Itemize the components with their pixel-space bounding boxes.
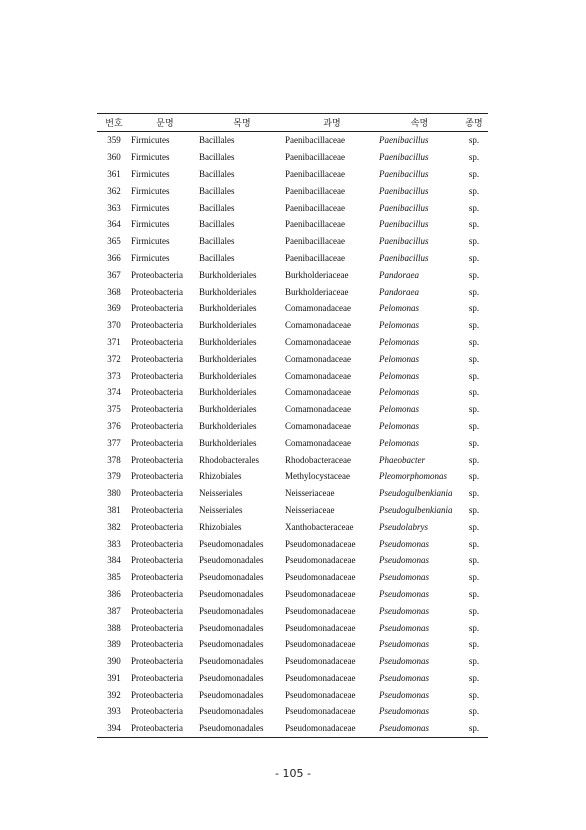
cell-family: Neisseriaceae xyxy=(285,504,335,515)
table-row xyxy=(97,535,488,552)
cell-order: Bacillales xyxy=(199,185,235,196)
cell-family: Comamonadaceae xyxy=(285,437,351,448)
cell-family: Pseudomonadaceae xyxy=(285,672,356,683)
header-genus: 속명 xyxy=(410,119,429,129)
cell-family: Paenibacillaceae xyxy=(285,152,345,163)
cell-order: Pseudomonadales xyxy=(199,555,264,566)
cell-phylum: Proteobacteria xyxy=(131,555,183,566)
cell-order: Rhodobacterales xyxy=(199,454,259,465)
table-row xyxy=(97,552,488,569)
table-row xyxy=(97,350,488,367)
cell-species: sp. xyxy=(468,152,480,163)
cell-phylum: Firmicutes xyxy=(131,135,170,146)
cell-phylum: Proteobacteria xyxy=(131,605,183,616)
table-row xyxy=(97,451,488,468)
cell-genus: Pseudogulbenkiania xyxy=(379,504,453,515)
cell-order: Burkholderiales xyxy=(199,420,257,431)
cell-number: 383 xyxy=(107,538,121,549)
cell-genus: Paenibacillus xyxy=(379,219,429,230)
cell-genus: Paenibacillus xyxy=(379,168,429,179)
cell-phylum: Proteobacteria xyxy=(131,303,183,314)
cell-phylum: Proteobacteria xyxy=(131,706,183,717)
cell-order: Pseudomonadales xyxy=(199,622,264,633)
table-row xyxy=(97,602,488,619)
cell-order: Bacillales xyxy=(199,152,235,163)
cell-phylum: Proteobacteria xyxy=(131,689,183,700)
cell-phylum: Proteobacteria xyxy=(131,336,183,347)
cell-genus: Paenibacillus xyxy=(379,236,429,247)
cell-number: 376 xyxy=(107,420,121,431)
cell-phylum: Proteobacteria xyxy=(131,404,183,415)
table-row xyxy=(97,418,488,435)
cell-genus: Pelomonas xyxy=(379,437,419,448)
cell-genus: Pelomonas xyxy=(379,404,419,415)
table-row xyxy=(97,182,488,199)
cell-number: 371 xyxy=(107,336,121,347)
cell-genus: Pelomonas xyxy=(379,303,419,314)
cell-species: sp. xyxy=(468,420,480,431)
cell-genus: Pseudomonas xyxy=(379,605,429,616)
cell-phylum: Firmicutes xyxy=(131,152,170,163)
cell-genus: Pseudomonas xyxy=(379,622,429,633)
cell-family: Xanthobacteraceae xyxy=(285,521,354,532)
cell-order: Pseudomonadales xyxy=(199,588,264,599)
taxonomy-table xyxy=(97,113,488,738)
page-number: - 105 - xyxy=(275,767,311,780)
cell-species: sp. xyxy=(468,622,480,633)
table-row xyxy=(97,468,488,485)
cell-family: Pseudomonadaceae xyxy=(285,689,356,700)
cell-order: Bacillales xyxy=(199,236,235,247)
cell-genus: Pseudomonas xyxy=(379,588,429,599)
cell-family: Pseudomonadaceae xyxy=(285,572,356,583)
cell-order: Burkholderiales xyxy=(199,286,257,297)
cell-genus: Pseudomonas xyxy=(379,538,429,549)
cell-genus: Paenibacillus xyxy=(379,185,429,196)
table-row xyxy=(97,670,488,687)
cell-number: 373 xyxy=(107,370,121,381)
table-row xyxy=(97,586,488,603)
cell-order: Bacillales xyxy=(199,252,235,263)
cell-family: Burkholderiaceae xyxy=(285,269,349,280)
cell-species: sp. xyxy=(468,639,480,650)
cell-order: Neisseriales xyxy=(199,488,243,499)
cell-species: sp. xyxy=(468,353,480,364)
table-row xyxy=(97,485,488,502)
cell-number: 361 xyxy=(107,168,121,179)
cell-species: sp. xyxy=(468,236,480,247)
cell-order: Pseudomonadales xyxy=(199,639,264,650)
cell-species: sp. xyxy=(468,437,480,448)
cell-species: sp. xyxy=(468,723,480,734)
cell-phylum: Proteobacteria xyxy=(131,672,183,683)
table-row xyxy=(97,703,488,720)
table-body xyxy=(97,132,488,737)
cell-number: 372 xyxy=(107,353,121,364)
cell-family: Pseudomonadaceae xyxy=(285,555,356,566)
cell-species: sp. xyxy=(468,303,480,314)
cell-genus: Paenibacillus xyxy=(379,152,429,163)
cell-species: sp. xyxy=(468,404,480,415)
table-row xyxy=(97,266,488,283)
table-row xyxy=(97,132,488,149)
cell-family: Pseudomonadaceae xyxy=(285,538,356,549)
cell-species: sp. xyxy=(468,269,480,280)
cell-family: Burkholderiaceae xyxy=(285,286,349,297)
table-row xyxy=(97,518,488,535)
table-row xyxy=(97,720,488,737)
cell-family: Rhodobacteraceae xyxy=(285,454,351,465)
cell-order: Burkholderiales xyxy=(199,437,257,448)
cell-number: 394 xyxy=(107,723,121,734)
cell-number: 388 xyxy=(107,622,121,633)
cell-phylum: Proteobacteria xyxy=(131,723,183,734)
cell-phylum: Firmicutes xyxy=(131,185,170,196)
cell-number: 389 xyxy=(107,639,121,650)
table-row xyxy=(97,401,488,418)
cell-family: Comamonadaceae xyxy=(285,404,351,415)
cell-number: 392 xyxy=(107,689,121,700)
cell-species: sp. xyxy=(468,135,480,146)
cell-family: Comamonadaceae xyxy=(285,387,351,398)
cell-species: sp. xyxy=(468,454,480,465)
cell-number: 375 xyxy=(107,404,121,415)
cell-number: 386 xyxy=(107,588,121,599)
cell-family: Paenibacillaceae xyxy=(285,219,345,230)
cell-genus: Pleomorphomonas xyxy=(379,471,447,482)
cell-species: sp. xyxy=(468,185,480,196)
cell-family: Pseudomonadaceae xyxy=(285,622,356,633)
cell-species: sp. xyxy=(468,689,480,700)
table-row xyxy=(97,166,488,183)
cell-family: Comamonadaceae xyxy=(285,336,351,347)
table-row xyxy=(97,149,488,166)
cell-genus: Pseudomonas xyxy=(379,706,429,717)
cell-order: Rhizobiales xyxy=(199,471,242,482)
cell-number: 359 xyxy=(107,135,121,146)
header-order: 목명 xyxy=(233,119,251,129)
cell-species: sp. xyxy=(468,471,480,482)
cell-phylum: Firmicutes xyxy=(131,236,170,247)
cell-phylum: Firmicutes xyxy=(131,168,170,179)
cell-phylum: Proteobacteria xyxy=(131,286,183,297)
cell-number: 390 xyxy=(107,656,121,667)
table-row xyxy=(97,199,488,216)
cell-number: 365 xyxy=(107,236,121,247)
cell-order: Burkholderiales xyxy=(199,353,257,364)
cell-phylum: Proteobacteria xyxy=(131,269,183,280)
cell-number: 362 xyxy=(107,185,121,196)
cell-genus: Pelomonas xyxy=(379,336,419,347)
table-row xyxy=(97,653,488,670)
cell-family: Pseudomonadaceae xyxy=(285,588,356,599)
cell-genus: Pelomonas xyxy=(379,387,419,398)
cell-family: Pseudomonadaceae xyxy=(285,639,356,650)
cell-order: Bacillales xyxy=(199,168,235,179)
cell-number: 369 xyxy=(107,303,121,314)
cell-genus: Pseudomonas xyxy=(379,572,429,583)
cell-genus: Paenibacillus xyxy=(379,202,429,213)
cell-species: sp. xyxy=(468,656,480,667)
cell-order: Pseudomonadales xyxy=(199,572,264,583)
cell-species: sp. xyxy=(468,488,480,499)
cell-phylum: Proteobacteria xyxy=(131,387,183,398)
table-row xyxy=(97,233,488,250)
cell-phylum: Proteobacteria xyxy=(131,622,183,633)
cell-species: sp. xyxy=(468,286,480,297)
cell-order: Bacillales xyxy=(199,202,235,213)
cell-genus: Pseudomonas xyxy=(379,689,429,700)
header-number: 번호 xyxy=(105,119,123,129)
cell-genus: Pelomonas xyxy=(379,320,419,331)
cell-species: sp. xyxy=(468,370,480,381)
cell-number: 364 xyxy=(107,219,121,230)
cell-order: Burkholderiales xyxy=(199,303,257,314)
cell-order: Neisseriales xyxy=(199,504,243,515)
cell-order: Pseudomonadales xyxy=(199,689,264,700)
cell-number: 379 xyxy=(107,471,121,482)
table-row xyxy=(97,250,488,267)
cell-phylum: Firmicutes xyxy=(131,219,170,230)
cell-number: 370 xyxy=(107,320,121,331)
cell-number: 381 xyxy=(107,504,121,515)
cell-number: 378 xyxy=(107,454,121,465)
cell-number: 391 xyxy=(107,672,121,683)
cell-number: 377 xyxy=(107,437,121,448)
table-header xyxy=(97,113,488,132)
cell-phylum: Proteobacteria xyxy=(131,504,183,515)
cell-family: Neisseriaceae xyxy=(285,488,335,499)
cell-species: sp. xyxy=(468,572,480,583)
cell-genus: Paenibacillus xyxy=(379,135,429,146)
table-row xyxy=(97,300,488,317)
cell-phylum: Proteobacteria xyxy=(131,320,183,331)
cell-number: 374 xyxy=(107,387,121,398)
cell-order: Pseudomonadales xyxy=(199,605,264,616)
cell-genus: Pseudomonas xyxy=(379,723,429,734)
cell-genus: Pelomonas xyxy=(379,370,419,381)
cell-genus: Pseudomonas xyxy=(379,639,429,650)
cell-number: 385 xyxy=(107,572,121,583)
cell-phylum: Proteobacteria xyxy=(131,353,183,364)
table-row xyxy=(97,686,488,703)
cell-species: sp. xyxy=(468,252,480,263)
cell-family: Comamonadaceae xyxy=(285,320,351,331)
cell-order: Bacillales xyxy=(199,219,235,230)
cell-phylum: Proteobacteria xyxy=(131,572,183,583)
cell-phylum: Proteobacteria xyxy=(131,639,183,650)
cell-order: Burkholderiales xyxy=(199,404,257,415)
cell-number: 360 xyxy=(107,152,121,163)
cell-genus: Pandoraea xyxy=(379,286,419,297)
table-row xyxy=(97,384,488,401)
cell-phylum: Proteobacteria xyxy=(131,370,183,381)
cell-family: Paenibacillaceae xyxy=(285,236,345,247)
cell-genus: Pelomonas xyxy=(379,353,419,364)
cell-phylum: Proteobacteria xyxy=(131,488,183,499)
cell-species: sp. xyxy=(468,202,480,213)
cell-species: sp. xyxy=(468,387,480,398)
cell-order: Pseudomonadales xyxy=(199,723,264,734)
cell-family: Comamonadaceae xyxy=(285,353,351,364)
cell-order: Burkholderiales xyxy=(199,269,257,280)
cell-species: sp. xyxy=(468,706,480,717)
cell-order: Pseudomonadales xyxy=(199,672,264,683)
cell-phylum: Proteobacteria xyxy=(131,656,183,667)
cell-species: sp. xyxy=(468,219,480,230)
table-row xyxy=(97,636,488,653)
table-bottom-rule xyxy=(97,737,488,738)
cell-genus: Pseudomonas xyxy=(379,672,429,683)
header-species: 종명 xyxy=(465,119,483,129)
cell-species: sp. xyxy=(468,320,480,331)
cell-number: 363 xyxy=(107,202,121,213)
table-row xyxy=(97,569,488,586)
cell-family: Pseudomonadaceae xyxy=(285,723,356,734)
table-row xyxy=(97,619,488,636)
cell-species: sp. xyxy=(468,504,480,515)
cell-number: 367 xyxy=(107,269,121,280)
cell-phylum: Proteobacteria xyxy=(131,437,183,448)
cell-species: sp. xyxy=(468,168,480,179)
cell-phylum: Proteobacteria xyxy=(131,420,183,431)
cell-family: Methylocystaceae xyxy=(285,471,350,482)
cell-species: sp. xyxy=(468,336,480,347)
cell-number: 366 xyxy=(107,252,121,263)
cell-species: sp. xyxy=(468,555,480,566)
cell-genus: Pseudogulbenkiania xyxy=(379,488,453,499)
cell-number: 393 xyxy=(107,706,121,717)
cell-phylum: Proteobacteria xyxy=(131,538,183,549)
cell-number: 384 xyxy=(107,555,121,566)
cell-order: Burkholderiales xyxy=(199,320,257,331)
cell-family: Paenibacillaceae xyxy=(285,168,345,179)
cell-order: Burkholderiales xyxy=(199,336,257,347)
table-row xyxy=(97,502,488,519)
header-family: 과명 xyxy=(323,119,341,129)
table-row xyxy=(97,216,488,233)
cell-genus: Pseudomonas xyxy=(379,656,429,667)
cell-number: 368 xyxy=(107,286,121,297)
cell-species: sp. xyxy=(468,605,480,616)
cell-family: Pseudomonadaceae xyxy=(285,656,356,667)
table-row xyxy=(97,434,488,451)
cell-family: Paenibacillaceae xyxy=(285,202,345,213)
cell-genus: Pelomonas xyxy=(379,420,419,431)
cell-family: Paenibacillaceae xyxy=(285,185,345,196)
table-row xyxy=(97,317,488,334)
cell-family: Comamonadaceae xyxy=(285,303,351,314)
cell-genus: Phaeobacter xyxy=(379,454,425,465)
cell-order: Burkholderiales xyxy=(199,387,257,398)
cell-species: sp. xyxy=(468,672,480,683)
cell-genus: Pseudolabrys xyxy=(379,521,428,532)
cell-genus: Pseudomonas xyxy=(379,555,429,566)
cell-order: Pseudomonadales xyxy=(199,538,264,549)
cell-order: Burkholderiales xyxy=(199,370,257,381)
cell-family: Pseudomonadaceae xyxy=(285,605,356,616)
cell-phylum: Proteobacteria xyxy=(131,521,183,532)
cell-family: Comamonadaceae xyxy=(285,370,351,381)
cell-species: sp. xyxy=(468,538,480,549)
cell-number: 380 xyxy=(107,488,121,499)
cell-phylum: Proteobacteria xyxy=(131,588,183,599)
cell-species: sp. xyxy=(468,521,480,532)
cell-species: sp. xyxy=(468,588,480,599)
cell-phylum: Proteobacteria xyxy=(131,454,183,465)
cell-phylum: Firmicutes xyxy=(131,202,170,213)
cell-order: Bacillales xyxy=(199,135,235,146)
header-phylum: 문명 xyxy=(156,119,174,129)
cell-phylum: Proteobacteria xyxy=(131,471,183,482)
table-row xyxy=(97,283,488,300)
cell-number: 382 xyxy=(107,521,121,532)
table-row xyxy=(97,334,488,351)
cell-number: 387 xyxy=(107,605,121,616)
cell-phylum: Firmicutes xyxy=(131,252,170,263)
cell-genus: Pandoraea xyxy=(379,269,419,280)
cell-order: Pseudomonadales xyxy=(199,706,264,717)
cell-order: Rhizobiales xyxy=(199,521,242,532)
cell-order: Pseudomonadales xyxy=(199,656,264,667)
cell-family: Comamonadaceae xyxy=(285,420,351,431)
cell-family: Paenibacillaceae xyxy=(285,252,345,263)
cell-family: Paenibacillaceae xyxy=(285,135,345,146)
table-row xyxy=(97,367,488,384)
cell-family: Pseudomonadaceae xyxy=(285,706,356,717)
cell-genus: Paenibacillus xyxy=(379,252,429,263)
